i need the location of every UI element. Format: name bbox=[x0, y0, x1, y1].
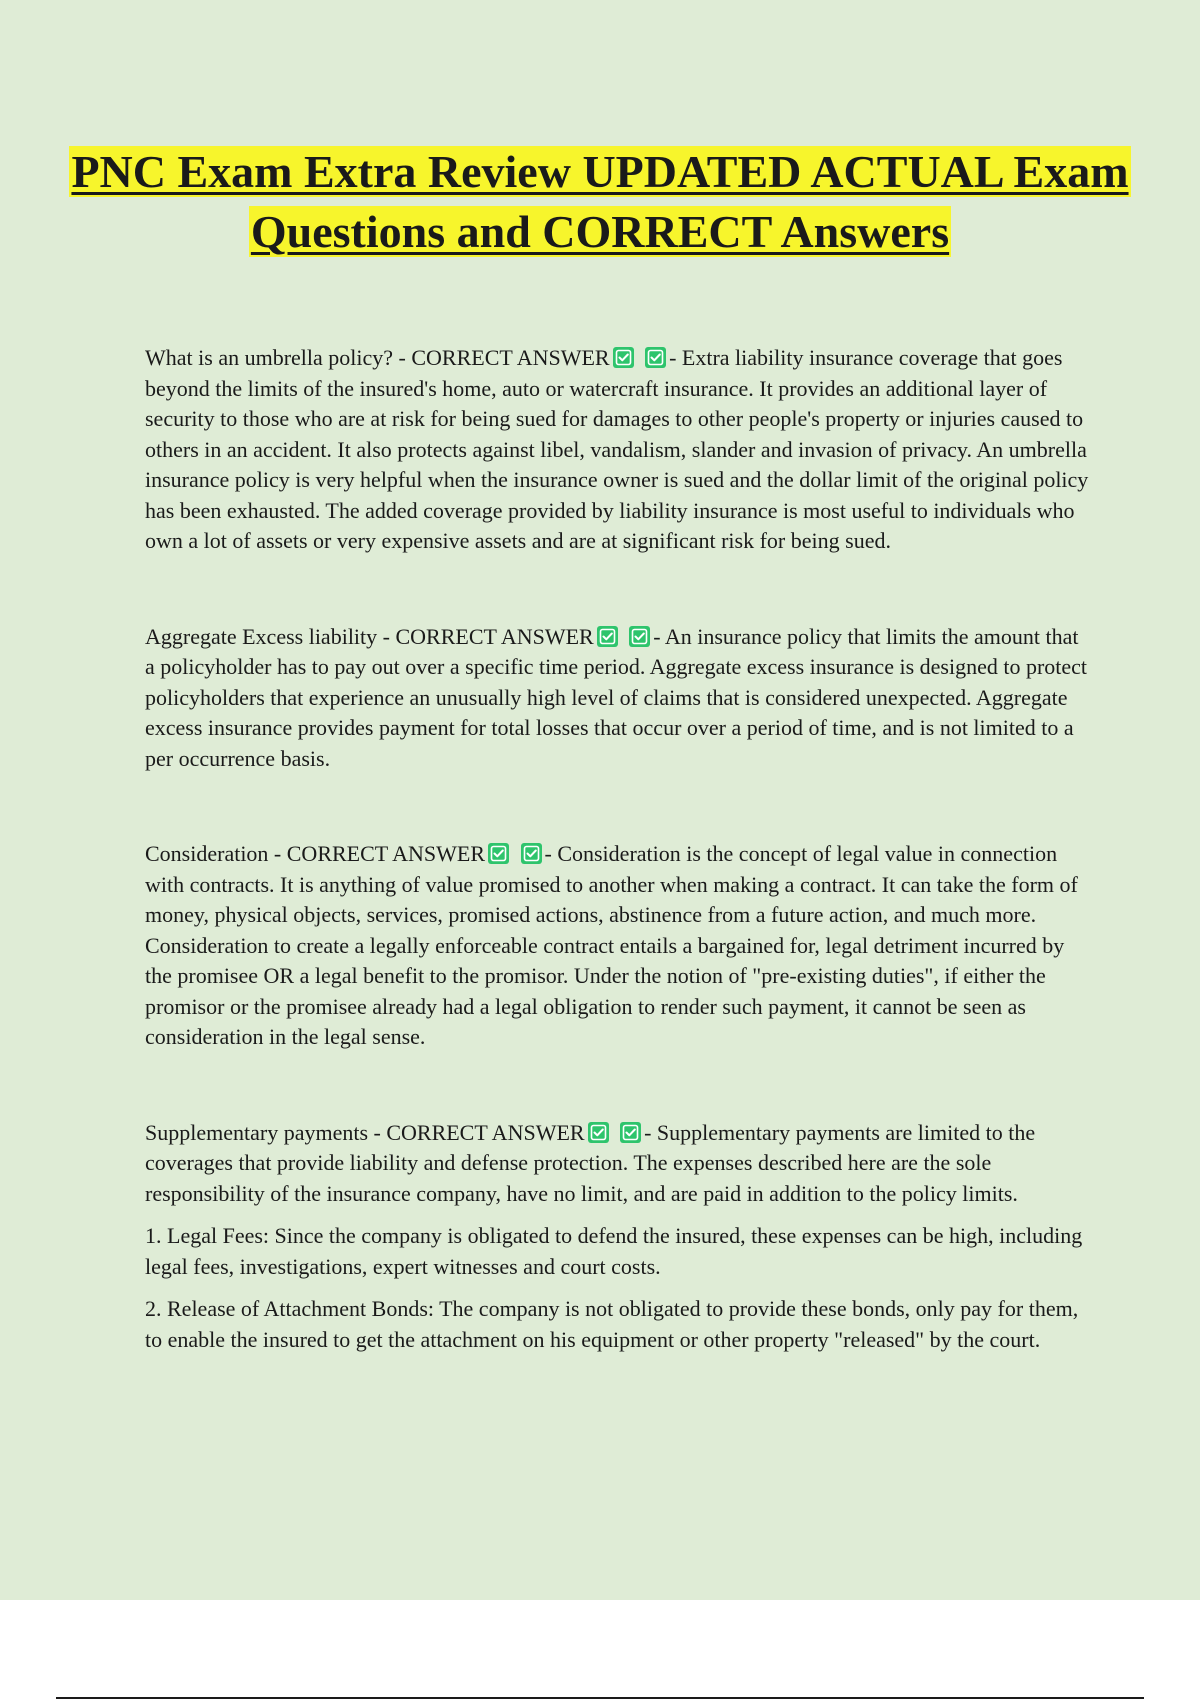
answer-text: - Extra liability insurance coverage that goes beyond the limits of the insured's home, auto or watercraft insurance. It provides an additional layer of security to those who are at risk for being sued for damages to other people's property or injuries caused to others in an accident. It also protects against libel, vandalism, slander and invasion of privacy. An umbrella insurance policy is very helpful when the insurance owner is sued and the dollar limit of the original policy has been exhausted. The added coverage provided by liability insurance is most useful to individuals who own a lot of assets or very expensive assets and are at significant risk for being sued. bbox=[145, 345, 1089, 553]
list-item-legal-fees: 1. Legal Fees: Since the company is obligated to defend the insured, these expenses can be high, including legal fees, investigations, expert witnesses and court costs. bbox=[145, 1223, 1083, 1279]
check-mark-icon bbox=[645, 347, 666, 368]
list-item-release-of-attachment-bonds: 2. Release of Attachment Bonds: The company is not obligated to provide these bonds, only pay for them, to enable the insured to get the attachment on his equipment or other property "released" by the court. bbox=[145, 1296, 1079, 1352]
check-mark-icon bbox=[629, 626, 650, 647]
document-title bbox=[0, 142, 1200, 262]
question-term: Aggregate Excess liability - CORRECT ANSWER bbox=[145, 623, 594, 649]
qa-paragraph bbox=[145, 622, 1093, 775]
question-term: Supplementary payments - CORRECT ANSWER bbox=[145, 1119, 585, 1145]
question-term: Consideration - CORRECT ANSWER bbox=[145, 841, 485, 866]
check-mark-icon bbox=[488, 843, 509, 864]
qa-item-consideration bbox=[145, 839, 1093, 1053]
question-term: What is an umbrella policy? - CORRECT ANSWER bbox=[145, 345, 610, 370]
check-mark-icon bbox=[620, 1122, 641, 1143]
check-mark-icon bbox=[613, 347, 634, 368]
title-text: PNC Exam Extra Review UPDATED ACTUAL Exam Questions and CORRECT Answers bbox=[71, 146, 1129, 257]
qa-paragraph bbox=[145, 1118, 1093, 1210]
check-mark-icon bbox=[521, 843, 542, 864]
answer-text: - Supplementary payments are limited to the coverages that provide liability and defense protection. The expenses described here are the sole responsibility of the insurance company, have no limit, and are paid in addition to the policy limits. bbox=[145, 1119, 1036, 1206]
answer-text: - An insurance policy that limits the amount that a policyholder has to pay out over a specific time period. Aggregate excess insurance is designed to protect policyholders that experience an unusually high level of claims that is considered unexpected. Aggregate excess insurance provides payment for total losses that occur over a period of time, and is not limited to a per occurrence basis. bbox=[145, 623, 1088, 771]
qa-paragraph bbox=[145, 839, 1093, 1053]
check-mark-icon bbox=[588, 1122, 609, 1143]
answer-text: - Consideration is the concept of legal value in connection with contracts. It is anything of value promised to another when making a contract. It can take the form of money, physical objects, services, promised actions, abstinence from a future action, and much more. Consideration to create a legally enforceable contract entails a bargained for, legal detriment incurred by the promisee OR a legal benefit to the promisor. Under the notion of "pre-existing duties", if either the promisor or the promisee already had a legal obligation to render such payment, it cannot be seen as consideration in the legal sense. bbox=[145, 841, 1078, 1049]
qa-item-supplementary-payments bbox=[145, 1118, 1093, 1356]
qa-list bbox=[145, 343, 1093, 1355]
check-mark-icon bbox=[597, 626, 618, 647]
qa-item-umbrella-policy bbox=[145, 343, 1093, 557]
footer-divider bbox=[56, 1697, 1144, 1699]
qa-item-aggregate-excess-liability bbox=[145, 622, 1093, 775]
qa-paragraph bbox=[145, 343, 1093, 557]
